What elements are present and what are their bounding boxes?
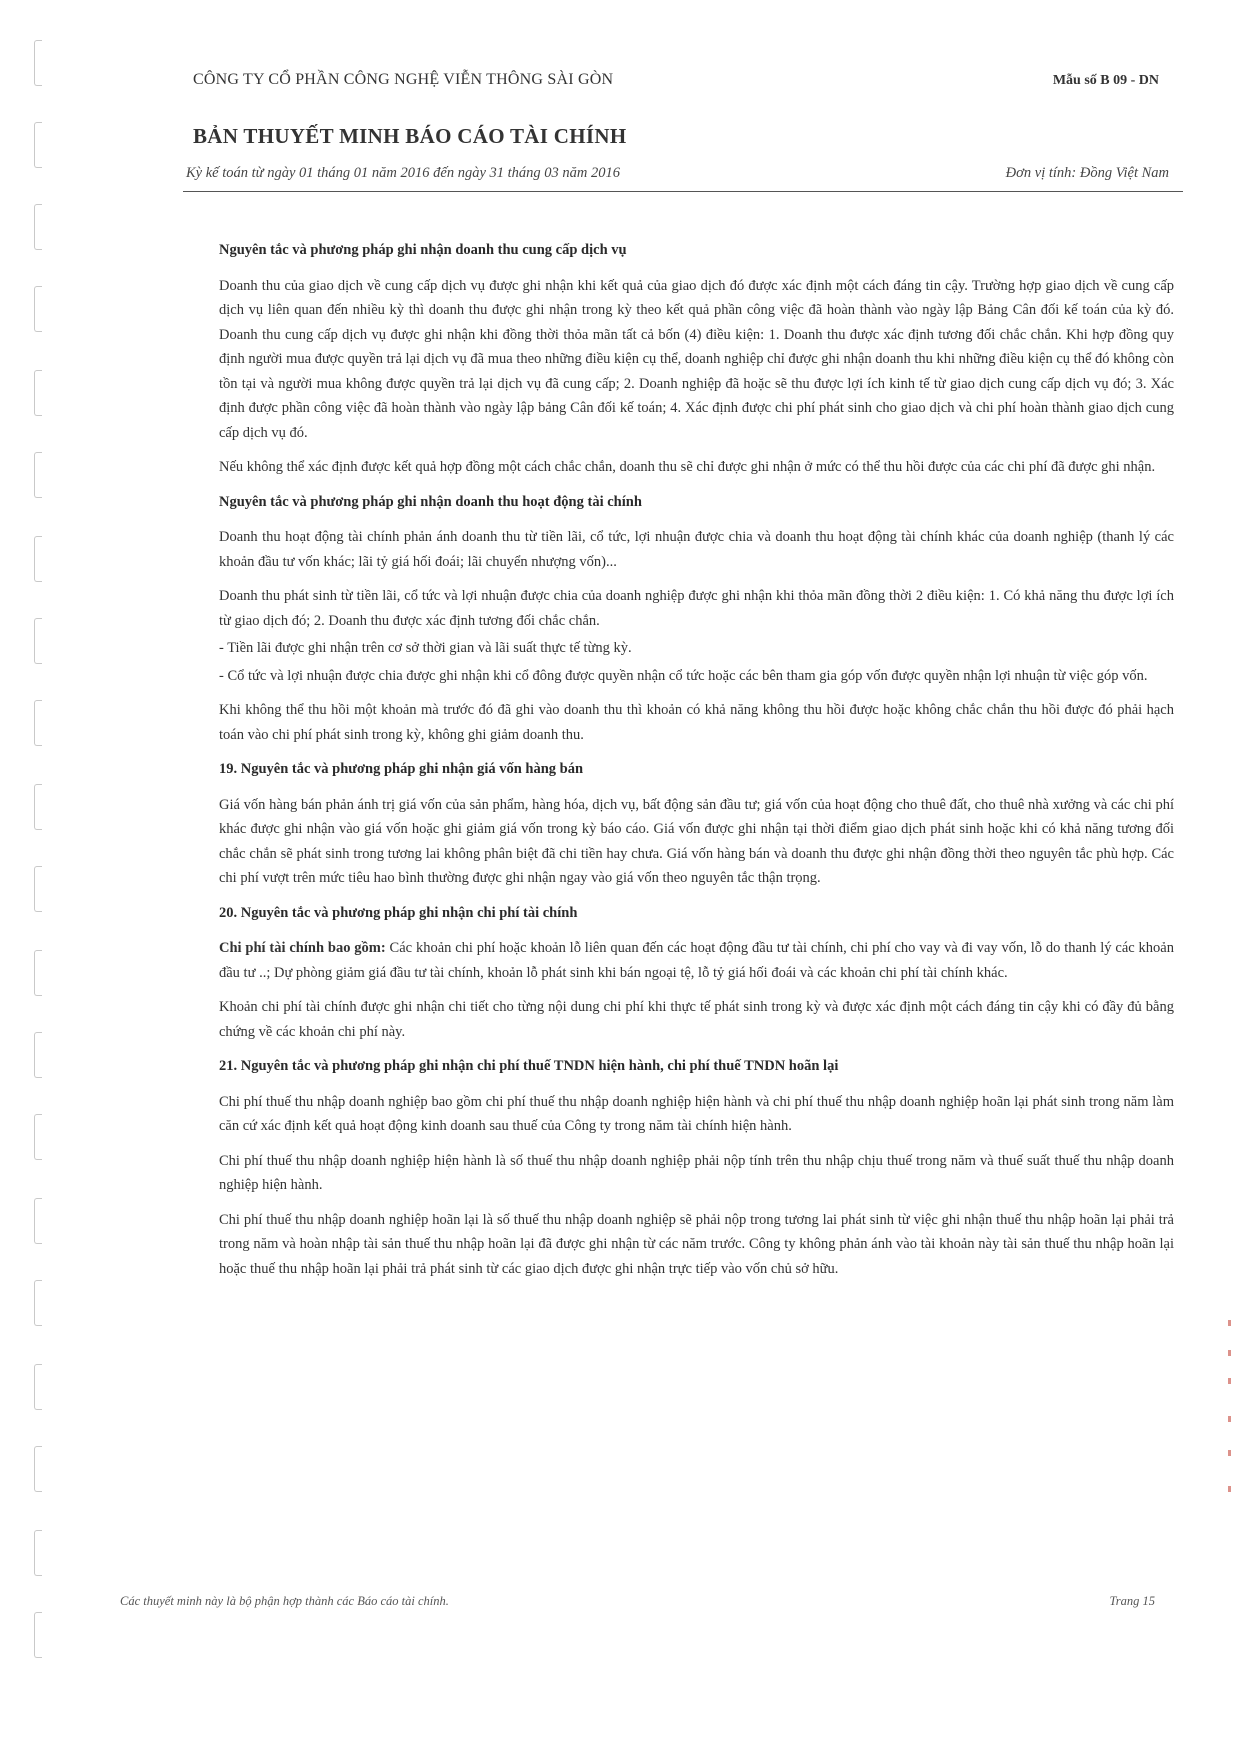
- paragraph: Chi phí thuế thu nhập doanh nghiệp bao gồm chi phí thuế thu nhập doanh nghiệp hiện hành và chi phí thuế thu nhập doanh nghiệp hoãn lại phát sinh trong năm làm căn cứ xác định kết quả hoạt động kinh doanh sau thuế của Công ty trong năm tài chính hiện hành.: [219, 1093, 1174, 1134]
- document-body: [219, 238, 1174, 1291]
- header-rule: [183, 191, 1183, 192]
- currency-unit: Đơn vị tính: Đồng Việt Nam: [1005, 165, 1169, 181]
- section-heading-service-revenue: Nguyên tắc và phương pháp ghi nhận doanh thu cung cấp dịch vụ: [219, 242, 627, 258]
- section-heading-financial-revenue: Nguyên tắc và phương pháp ghi nhận doanh thu hoạt động tài chính: [219, 493, 642, 510]
- section-heading-21: 21. Nguyên tắc và phương pháp ghi nhận chi phí thuế TNDN hiện hành, chi phí thuế TNDN hoãn lại: [219, 1058, 839, 1074]
- paragraph: Khi không thể thu hồi một khoản mà trước đó đã ghi vào doanh thu thì khoản có khả năng không thu hồi được hoặc không chắc chắn thu hồi được đó phải hạch toán vào chi phí phát sinh trong kỳ, không ghi giảm doanh thu.: [219, 702, 1174, 743]
- paragraph: Doanh thu của giao dịch về cung cấp dịch vụ được ghi nhận khi kết quả của giao dịch đó được xác định một cách đáng tin cậy. Trường hợp giao dịch về cung cấp dịch vụ liên quan đến nhiều kỳ thì doanh thu được ghi nhận trong kỳ theo kết quả phần công việc đã hoàn thành vào ngày lập Bảng Cân đối kế toán của kỳ đó. Doanh thu cung cấp dịch vụ được ghi nhận khi đồng thời thỏa mãn tất cả bốn (4) điều kiện: 1. Doanh thu được xác định tương đối chắc chắn. Khi hợp đồng quy định người mua được quyền trả lại dịch vụ đã mua theo những điều kiện cụ thể, doanh nghiệp chỉ được ghi nhận doanh thu khi những điều kiện cụ thể đó không còn tồn tại và người mua không được quyền trả lại dịch vụ đã cung cấp; 2. Doanh nghiệp đã hoặc sẽ thu được lợi ích kinh tế từ giao dịch cung cấp dịch vụ đó; 3. Xác định được phần công việc đã hoàn thành vào ngày lập bảng Cân đối kế toán; 4. Xác định được chi phí phát sinh cho giao dịch và chi phí hoàn thành giao dịch cung cấp dịch vụ đó.: [219, 277, 1174, 441]
- paragraph: Chi phí thuế thu nhập doanh nghiệp hiện hành là số thuế thu nhập doanh nghiệp phải nộp tính trên thu nhập chịu thuế trong năm và thuế suất thuế thu nhập doanh nghiệp hiện hành.: [219, 1152, 1174, 1193]
- bullet-item: - Cổ tức và lợi nhuận được chia được ghi nhận khi cổ đông được quyền nhận cổ tức hoặc các bên tham gia góp vốn được quyền nhận lợi nhuận từ việc góp vốn.: [219, 667, 1148, 684]
- page-number: Trang 15: [1109, 1594, 1155, 1608]
- section-heading-19: 19. Nguyên tắc và phương pháp ghi nhận giá vốn hàng bán: [219, 761, 584, 777]
- reporting-period: Kỳ kế toán từ ngày 01 tháng 01 năm 2016 đến ngày 31 tháng 03 năm 2016: [186, 165, 621, 181]
- paragraph-text: Các khoản chi phí hoặc khoản lỗ liên quan đến các hoạt động đầu tư tài chính, chi phí cho vay và đi vay vốn, lỗ do thanh lý các khoản đầu tư ..; Dự phòng giảm giá đầu tư tài chính, khoản lỗ phát sinh khi bán ngoại tệ, lỗ tỷ giá hối đoái và các khoản chi phí tài chính khác.: [219, 940, 1174, 981]
- paragraph: [219, 936, 1174, 985]
- bold-lead: Chi phí tài chính bao gồm:: [219, 940, 386, 956]
- paragraph: Khoản chi phí tài chính được ghi nhận chi tiết cho từng nội dung chi phí khi thực tế phát sinh trong kỳ và được xác định một cách đáng tin cậy khi có đầy đủ bằng chứng về các khoản chi phí này.: [219, 999, 1174, 1040]
- paragraph: Doanh thu phát sinh từ tiền lãi, cổ tức và lợi nhuận được chia của doanh nghiệp được ghi nhận khi thỏa mãn đồng thời 2 điều kiện: 1. Có khả năng thu được lợi ích từ giao dịch đó; 2. Doanh thu được xác định tương đối chắc chắn.: [219, 588, 1174, 629]
- paragraph: Chi phí thuế thu nhập doanh nghiệp hoãn lại là số thuế thu nhập doanh nghiệp sẽ phải nộp trong tương lai phát sinh từ việc ghi nhận thuế thu nhập hoãn lại phải trả trong năm và hoàn nhập tài sản thuế thu nhập hoãn lại đã được ghi nhận từ các năm trước. Công ty không phản ánh vào tài khoản này tài sản thuế thu nhập hoãn lại hoặc thuế thu nhập hoãn lại phải trả phát sinh từ các giao dịch được ghi nhận trực tiếp vào vốn chủ sở hữu.: [219, 1211, 1174, 1277]
- footer-note: Các thuyết minh này là bộ phận hợp thành các Báo cáo tài chính.: [120, 1594, 449, 1608]
- form-number: Mẫu số B 09 - DN: [1052, 73, 1159, 88]
- paragraph: Giá vốn hàng bán phản ánh trị giá vốn của sản phẩm, hàng hóa, dịch vụ, bất động sản đầu tư; giá vốn của hoạt động cho thuê đất, cho thuê nhà xưởng và các chi phí khác được ghi nhận vào giá vốn hoặc ghi giảm giá vốn trong kỳ báo cáo. Giá vốn được ghi nhận tại thời điểm giao dịch phát sinh hoặc khi có khả năng tương đối chắc chắn sẽ phát sinh trong tương lai không phân biệt đã chi tiền hay chưa. Giá vốn hàng bán và doanh thu được ghi nhận đồng thời theo nguyên tắc phù hợp. Các chi phí vượt trên mức tiêu hao bình thường được ghi nhận ngay vào giá vốn theo nguyên tắc thận trọng.: [219, 796, 1174, 886]
- company-name: CÔNG TY CỔ PHẦN CÔNG NGHỆ VIỄN THÔNG SÀI GÒN: [193, 71, 614, 88]
- paragraph: Doanh thu hoạt động tài chính phản ánh doanh thu từ tiền lãi, cổ tức, lợi nhuận được chia và doanh thu hoạt động tài chính khác của doanh nghiệp (thanh lý các khoản đầu tư vốn khác; lãi tỷ giá hối đoái; lãi chuyển nhượng vốn)...: [219, 529, 1174, 570]
- bullet-item: - Tiền lãi được ghi nhận trên cơ sở thời gian và lãi suất thực tế từng kỳ.: [219, 640, 632, 656]
- document-title: BẢN THUYẾT MINH BÁO CÁO TÀI CHÍNH: [193, 124, 627, 148]
- paragraph: Nếu không thể xác định được kết quả hợp đồng một cách chắc chắn, doanh thu sẽ chỉ được ghi nhận ở mức có thể thu hồi được của các chi phí đã được ghi nhận.: [219, 459, 1156, 475]
- edge-marks: [1228, 1320, 1234, 1500]
- binder-holes: [34, 40, 54, 1720]
- section-heading-20: 20. Nguyên tắc và phương pháp ghi nhận chi phí tài chính: [219, 904, 578, 921]
